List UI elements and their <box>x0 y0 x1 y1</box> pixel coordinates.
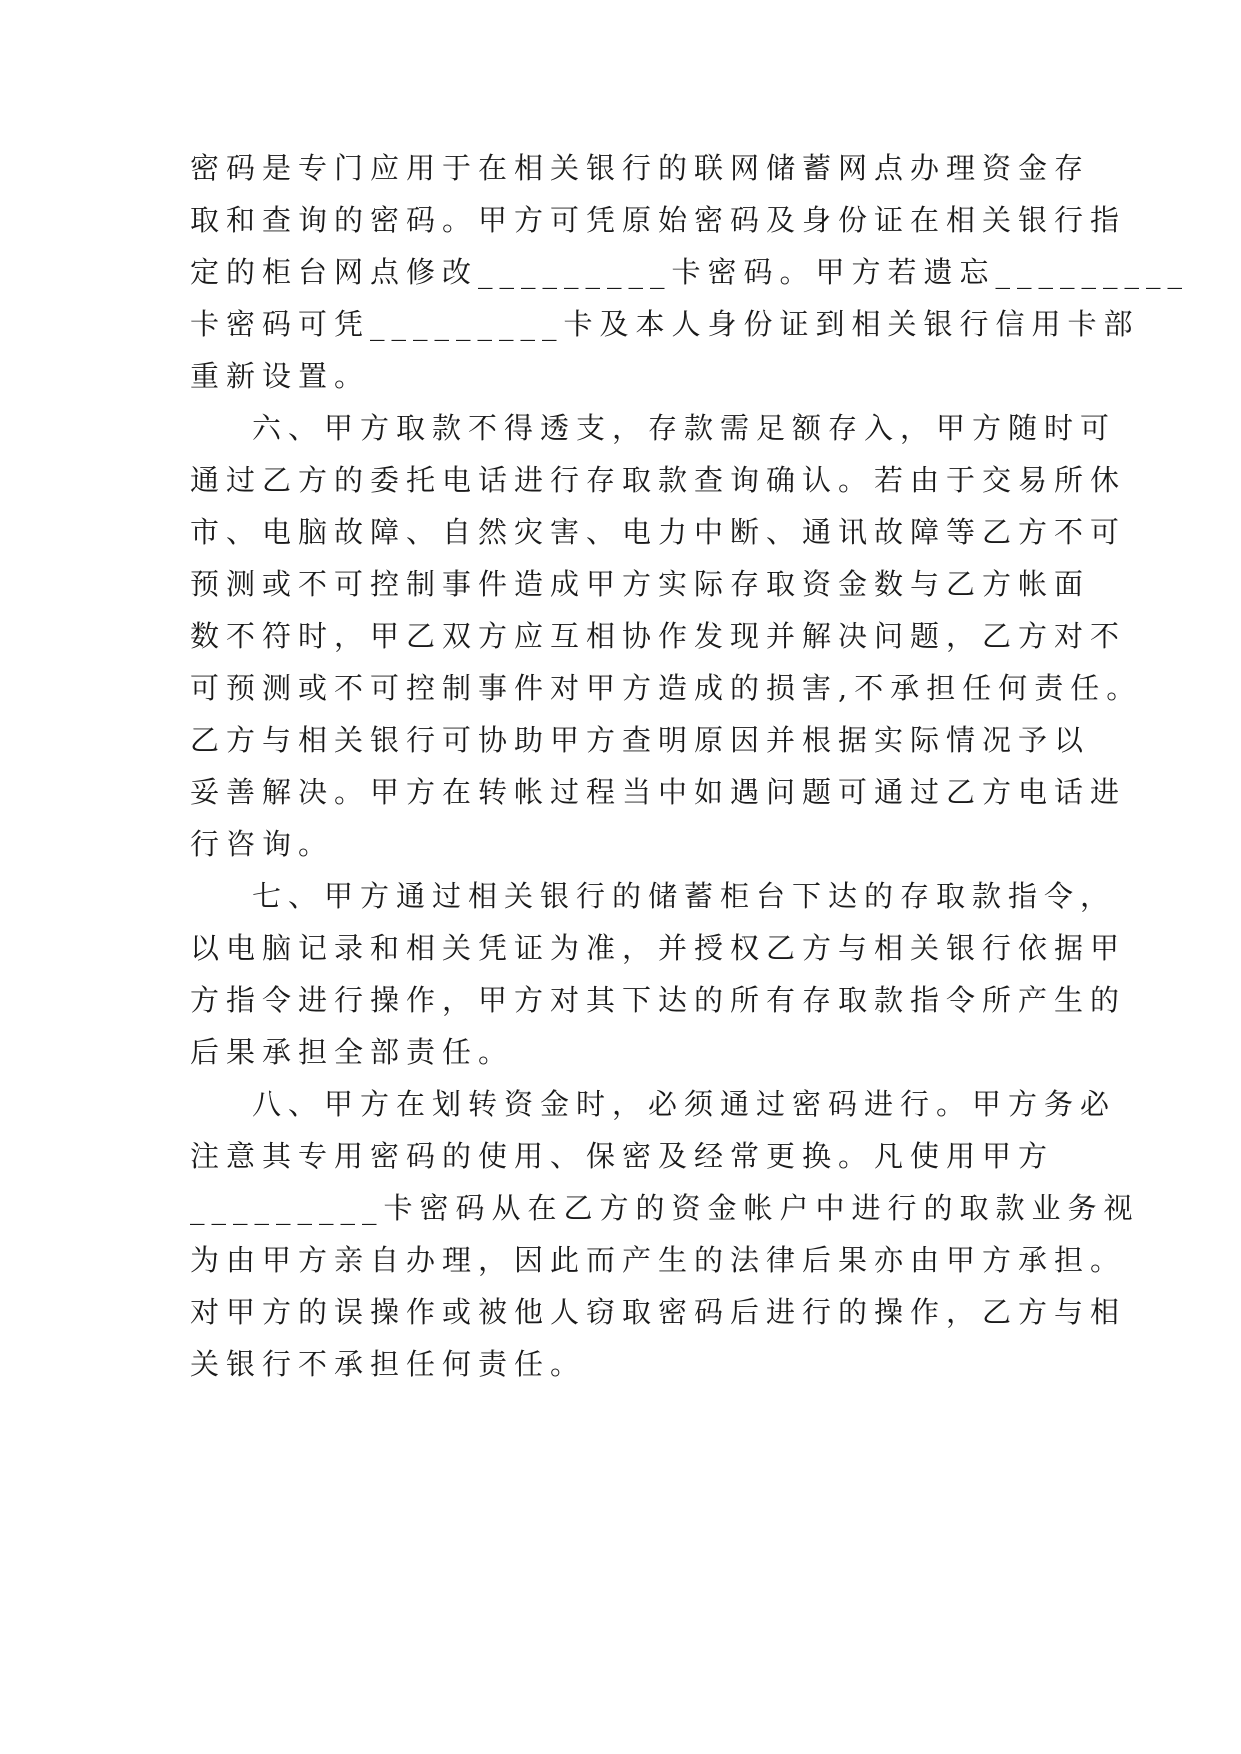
paragraph-6-first-line: 六、甲方取款不得透支，存款需足额存入，甲方随时可 <box>252 411 1117 445</box>
text-line: 市、电脑故障、自然灾害、电力中断、通讯故障等乙方不可 <box>190 515 1127 549</box>
text-line: 定的柜台网点修改_________卡密码。甲方若遗忘_________ <box>190 255 1190 289</box>
text-line: 为由甲方亲自办理，因此而产生的法律后果亦由甲方承担。 <box>190 1243 1127 1277</box>
paragraph-8-first-line: 八、甲方在划转资金时，必须通过密码进行。甲方务必 <box>252 1087 1117 1121</box>
text-line: 方指令进行操作，甲方对其下达的所有存取款指令所产生的 <box>190 983 1127 1017</box>
text-line: 行咨询。 <box>190 827 335 861</box>
text-line: 预测或不可控制事件造成甲方实际存取资金数与乙方帐面 <box>190 567 1091 601</box>
text-line: 密码是专门应用于在相关银行的联网储蓄网点办理资金存 <box>190 151 1091 185</box>
text-line: 通过乙方的委托电话进行存取款查询确认。若由于交易所休 <box>190 463 1127 497</box>
text-line: 妥善解决。甲方在转帐过程当中如遇问题可通过乙方电话进 <box>190 775 1127 809</box>
text-line: 关银行不承担任何责任。 <box>190 1347 587 1381</box>
text-line: 后果承担全部责任。 <box>190 1035 515 1069</box>
text-line: 数不符时，甲乙双方应互相协作发现并解决问题，乙方对不 <box>190 619 1127 653</box>
text-line: 注意其专用密码的使用、保密及经常更换。凡使用甲方 <box>190 1139 1055 1173</box>
text-line: _________卡密码从在乙方的资金帐户中进行的取款业务视 <box>190 1191 1140 1225</box>
text-line: 取和查询的密码。甲方可凭原始密码及身份证在相关银行指 <box>190 203 1127 237</box>
text-line: 乙方与相关银行可协助甲方查明原因并根据实际情况予以 <box>190 723 1091 757</box>
text-line: 重新设置。 <box>190 359 371 393</box>
text-line: 对甲方的误操作或被他人窃取密码后进行的操作，乙方与相 <box>190 1295 1127 1329</box>
paragraph-7-first-line: 七、甲方通过相关银行的储蓄柜台下达的存取款指令， <box>252 879 1117 913</box>
text-line: 卡密码可凭_________卡及本人身份证到相关银行信用卡部 <box>190 307 1140 341</box>
text-line: 可预测或不可控制事件对甲方造成的损害,不承担任何责任。 <box>190 671 1143 705</box>
text-line: 以电脑记录和相关凭证为准，并授权乙方与相关银行依据甲 <box>190 931 1127 965</box>
